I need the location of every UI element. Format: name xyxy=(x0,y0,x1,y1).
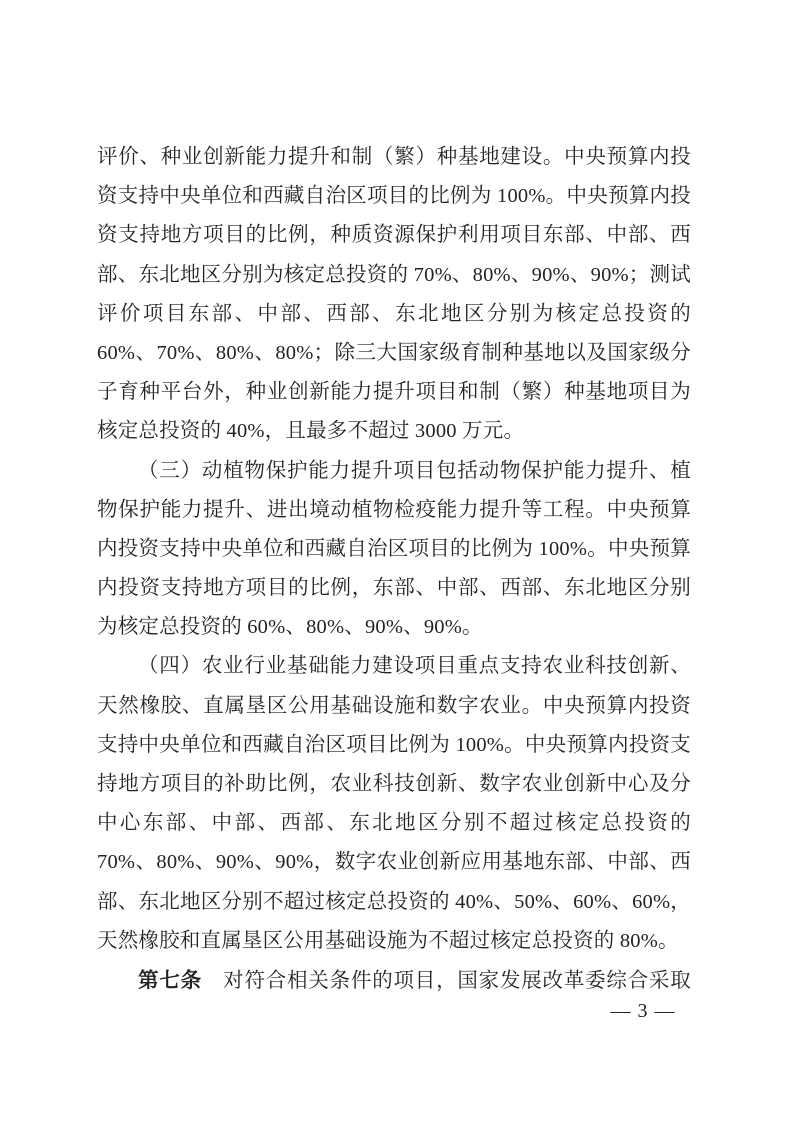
text-run: 中心东部、中部、西部、东北地区分别不超过核定总投资的 xyxy=(97,812,691,835)
text-line xyxy=(97,256,691,295)
text-run: 60%、70%、80%、80%；除三大国家级育制种基地以及国家级分 xyxy=(97,341,691,364)
text-line xyxy=(97,569,691,608)
text-line xyxy=(97,295,691,334)
text-line xyxy=(97,412,691,451)
text-line xyxy=(97,177,691,216)
text-run: 对符合相关条件的项目，国家发展改革委综合采取 xyxy=(201,969,691,992)
text-line xyxy=(97,216,691,255)
text-line xyxy=(97,922,691,961)
text-run: 物保护能力提升、进出境动植物检疫能力提升等工程。中央预算 xyxy=(97,498,691,521)
text-run: （四）农业行业基础能力建设项目重点支持农业科技创新、 xyxy=(138,655,691,678)
text-run: 部、东北地区分别不超过核定总投资的 40%、50%、60%、60%， xyxy=(97,890,691,913)
text-line xyxy=(97,452,691,491)
text-line xyxy=(97,765,691,804)
text-run: 天然橡胶和直属垦区公用基础设施为不超过核定总投资的 80%。 xyxy=(97,929,679,952)
text-line xyxy=(97,334,691,373)
text-run: 资支持地方项目的比例，种质资源保护利用项目东部、中部、西 xyxy=(97,224,691,247)
text-line xyxy=(97,726,691,765)
text-line xyxy=(97,843,691,882)
text-run: 资支持中央单位和西藏自治区项目的比例为 100%。中央预算内投 xyxy=(97,185,691,208)
text-line xyxy=(97,608,691,647)
text-line xyxy=(97,373,691,412)
text-run: 内投资支持地方项目的比例，东部、中部、西部、东北地区分别 xyxy=(97,577,691,600)
text-run: 部、东北地区分别为核定总投资的 70%、80%、90%、90%；测试 xyxy=(97,263,691,286)
text-line xyxy=(97,687,691,726)
text-line xyxy=(97,530,691,569)
text-run: （三）动植物保护能力提升项目包括动物保护能力提升、植 xyxy=(138,459,691,482)
text-line xyxy=(97,804,691,843)
text-line xyxy=(97,491,691,530)
text-run: 为核定总投资的 60%、80%、90%、90%。 xyxy=(97,616,483,639)
article-heading: 第七条 xyxy=(138,968,202,992)
text-line xyxy=(97,961,691,1000)
text-run: 评价、种业创新能力提升和制（繁）种基地建设。中央预算内投 xyxy=(97,146,691,168)
text-block xyxy=(97,138,691,1000)
text-run: 持地方项目的补助比例，农业科技创新、数字农业创新中心及分 xyxy=(97,773,691,795)
text-run: 子育种平台外，种业创新能力提升项目和制（繁）种基地项目为 xyxy=(97,381,691,404)
page-number: — 3 — xyxy=(610,1000,676,1022)
text-run: 核定总投资的 40%，且最多不超过 3000 万元。 xyxy=(97,420,525,443)
text-run: 支持中央单位和西藏自治区项目比例为 100%。中央预算内投资支 xyxy=(97,733,691,756)
text-run: 评价项目东部、中部、西部、东北地区分别为核定总投资的 xyxy=(97,302,691,325)
text-line xyxy=(97,138,691,177)
text-run: 70%、80%、90%、90%，数字农业创新应用基地东部、中部、西 xyxy=(97,851,691,874)
text-line xyxy=(97,647,691,686)
text-run: 内投资支持中央单位和西藏自治区项目的比例为 100%。中央预算 xyxy=(97,537,691,560)
text-line xyxy=(97,883,691,922)
text-run: 天然橡胶、直属垦区公用基础设施和数字农业。中央预算内投资 xyxy=(97,694,691,717)
